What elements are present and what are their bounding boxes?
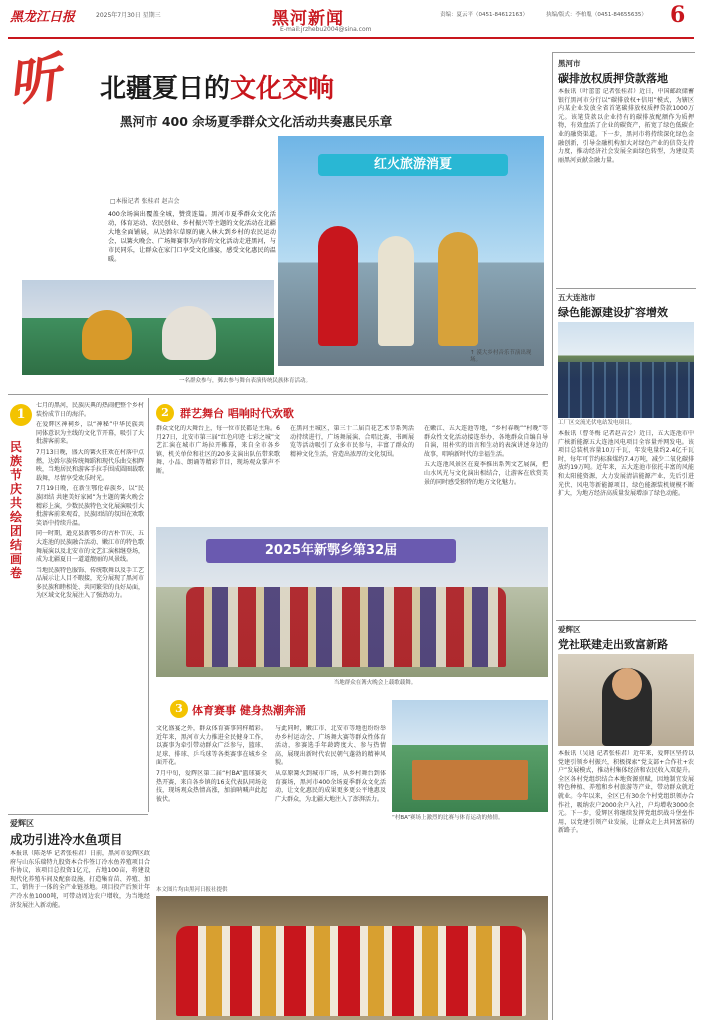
hero-byline: □本报记者 张桂君 赵吉会: [110, 198, 180, 205]
hero-listen-mark: 听: [4, 46, 65, 115]
section3-photo-dancers: [156, 896, 548, 1020]
stage-banner: 红火旅游消夏: [318, 154, 508, 176]
section2-paragraph: 在黑河主城区，第三十二届百花艺术节系列活动持续进行，广场舞展演、合唱比赛、书画展览等活动吸引了众多市民参与，丰富了群众的精神文化生活，营造出浓厚的文化氛围。: [290, 425, 414, 458]
hero-title-highlight: 文化交响: [230, 74, 335, 104]
yoga-figure-1: [82, 310, 132, 360]
right-story2-photo-solar: [558, 322, 694, 418]
bottom-left-text: 本报讯（陈尧华 记者张桂君）日前，黑河市爱辉区政府与山东乐瑞特九股资本合作签订冷水鱼养殖项目合作协议，该项目总投资1亿元，占地100亩，将建设现代化养殖车间及配套设施，打造集育苗、养殖、加工、销售于一体的全产业链基地。项目投产后预计年产冷水鱼1000吨，可带动周边农户增收，为当地经济发展注入新动能。: [10, 850, 150, 909]
section2-paragraph: 群众文化的大舞台上，每一位市民都是主角。6月27日，北安市第三届“红色印迹 七彩之城”文艺汇演在城市广场拉开帷幕，来自全市各乡镇、机关单位和社区的20多支演出队伍带来歌舞、小品、朗诵等精彩节目，现场观众掌声不断。: [156, 425, 280, 475]
section1-paragraph: 7月13日晚，盛大的篝火狂欢在村落中点燃，达斡尔族传统舞蹈和现代乐曲交相辉映，当地居民和游客手拉手围成圆圈载歌载舞，尽情享受欢乐时光。: [36, 448, 144, 482]
hero-photo-stage: [278, 136, 544, 366]
right-story3-label: 爱辉区: [558, 625, 581, 634]
hero-title: [100, 68, 540, 102]
right-story1-title: 碳排放权质押贷款落地: [558, 72, 668, 85]
stage-performer-1: [318, 226, 358, 346]
hero-lead: 400余场演出覆盖全城，赞赏连篇。黑河市夏季群众文化活动，体育运动、农民创业、乡村振兴等主题的文化活动在北疆大地全面铺展，从达斡尔草原的鹿入林大到乡村的农民运动会，以篝火晚会、广场舞赛事为内容的文化活动走进黑河，与市民同乐，让群众在家门口享受文化盛宴，感受文化惠民的温暖。: [108, 211, 276, 263]
bottom-left-label: 爱辉区: [10, 819, 34, 828]
right-story2-title: 绿色能源建设扩容增效: [558, 306, 668, 319]
portrait-face: [612, 668, 642, 700]
section2-photo: [156, 527, 548, 677]
right-story3-photo-portrait: [558, 654, 694, 746]
hero-photo-yoga: [22, 280, 274, 375]
page-number: 6: [670, 2, 686, 28]
right-story2-caption: 工厂区交流光伏电站发电项目。: [558, 420, 636, 426]
section3-photo-basketball: [392, 700, 548, 812]
section1-paragraph: 7月19日晚，在新生鄂伦春族乡，以“民族团结 共建美好家园”为主题的篝火晚会精彩上演，少数民族特色文化展演吸引大批游客前来观看，民族团结的氛围在欢歌笑语中持续升温。: [36, 485, 144, 527]
section2-body: [156, 425, 548, 525]
hero-bottom-rule: [8, 394, 548, 395]
masthead-rule: [8, 37, 694, 39]
right-story2-rule: [556, 288, 696, 289]
right-story2-label: 五大连池市: [558, 293, 596, 302]
right-col-top-rule: [553, 52, 695, 53]
section3-number-badge: 3: [170, 700, 188, 718]
section1-number-badge: 1: [10, 404, 32, 426]
section1-body: [36, 402, 144, 812]
designer-credit: 执编/版式：李柏胤（0451-84655635）: [546, 12, 647, 18]
basketball-court: [412, 760, 528, 800]
yoga-figure-2: [162, 306, 216, 360]
section1-paragraph: 七月的黑河，民族庆典的热闹把整个乡村装扮成节日的海洋。: [36, 402, 144, 418]
section3-paragraph: 7月中旬，爱辉区第二届“村BA”篮球赛火热开赛，来自各乡镇的16支代表队同场竞技，现场观众热情高涨，加油呐喊声此起彼伏。: [156, 769, 267, 803]
section1-paragraph: 在爱辉区神祠乡，以“神秘”中华民族共同体意识为主线的文化节开幕，吸引了大批游客前来。: [36, 421, 144, 446]
section2-photo-caption: 当地群众在篝火晚会上载歌载舞。: [333, 680, 417, 686]
right-story3-text: 本报讯（吴迪 记者张桂君）近年来，爱辉区坚持以党建引领乡村振兴，积极探索“党支部+合作社+农户”发展模式，推动村集体经济和农民收入双提升。全区各村党组织结合本地资源禀赋，因地制宜发展特色种植、养殖和乡村旅游等产业，带动群众就近就业。今年以来，全区已有30余个村党组织领办合作社，吸纳农户2000余户入社，户均增收3000余元。下一步，爱辉区将继续发挥党组织战斗堡垒作用，以党建引领产业发展，让群众走上共同富裕的新路子。: [558, 750, 694, 835]
editor-credit: 责编：夏云平（0451-84612163）: [440, 12, 528, 18]
email-address: E-mail:jrzhebu2004@sina.com: [280, 26, 372, 33]
dancer-group: [186, 587, 506, 667]
dancer-row: [176, 926, 526, 1016]
section1-title: 民族节庆 共绘团结画卷: [10, 440, 23, 580]
hero-title-pre: 北疆夏日的: [100, 74, 231, 104]
masthead: [0, 0, 701, 40]
right-story2-text: 本报讯（曹冬梅 记者赵吉会）近日，五大连池市中广核新能源五大连池风电项目全容量并网发电。该项目总装机容量10万千瓦，年发电量约2.4亿千瓦时，每年可节约标准煤约7.4万吨，减少二氧化碳排放约19万吨。近年来，五大连池市依托丰富的风能和太阳能资源，大力发展清洁能源产业，先后引进光伏、风电等新能源项目，绿色能源装机规模不断扩大，为地方经济高质量发展增添了绿色动能。: [558, 430, 694, 498]
right-story1-label: 黑河市: [558, 59, 581, 68]
section3-photo-caption: “村BA”赛场上激烈的比赛与体育运动的热情。: [392, 815, 504, 821]
section-name: 黑河新闻: [272, 9, 344, 29]
left-col-divider: [148, 398, 149, 812]
right-story3-rule: [556, 620, 696, 621]
section3-paragraph: 与此同时，嫩江市、北安市等地也纷纷举办乡村运动会、广场舞大赛等群众性体育活动，参赛选手年龄跨度大、参与热情高，展现出新时代农民朝气蓬勃的精神风貌。: [275, 725, 386, 767]
solar-panels: [558, 362, 694, 418]
section3-title: 体育赛事 健身热潮奔涌: [192, 704, 306, 717]
photo-banner: 2025年新鄂乡第32届: [206, 539, 456, 563]
section2-paragraph: 五大连池风景区在夏季推出系列文艺展演，把山水风光与文化演出相结合，让游客在欣赏美景的同时感受独特的地方文化魅力。: [424, 461, 548, 486]
section3-paragraph: 从草原篝火到城市广场，从乡村舞台到体育赛场，黑河市400余场夏季群众文化活动，让文化惠民的成果更多更公平地惠及广大群众，为北疆大地注入了澎湃活力。: [275, 769, 386, 803]
stage-performer-2: [378, 236, 414, 346]
section2-number-badge: 2: [156, 404, 174, 422]
right-col-divider: [552, 52, 553, 1020]
section1-paragraph: 当地民族特色服饰、传统歌舞以及手工艺品展示让人目不暇接，充分展现了黑河市多民族和睦相处、共同繁荣的良好局面，为区域文化发展注入了强劲动力。: [36, 566, 144, 600]
newspaper-logo: 黑龙江日报: [10, 10, 76, 25]
section2-title: 群艺舞台 唱响时代欢歌: [180, 407, 294, 420]
hero-subtitle: 黑河市 400 余场夏季群众文化活动共奏惠民乐章: [120, 114, 393, 129]
section3-body: [156, 725, 386, 885]
section1-paragraph: 同一时期，逊克县新鄂乡的古朴节庆、五大连池的民族融合活动、嫩江市的特色歌舞展演以及北安市的文艺汇演相继登场，成为北疆夏日一道道靓丽的风景线。: [36, 530, 144, 564]
bottom-left-rule: [8, 814, 148, 815]
bottom-left-title: 成功引进冷水鱼项目: [10, 832, 123, 847]
stage-photo-caption: ↑ 漠大乡村音乐节演出现场。: [470, 350, 532, 363]
issue-date: 2025年7月30日 星期三: [96, 12, 161, 19]
section3-photo2-caption: 本文图片均由黑河日报社提供: [156, 887, 228, 893]
section2-paragraph: 在嫩江、五大连池等地，“乡村春晚”“村晚”等群众性文化活动接连举办，各地群众自编自导自演，用朴实的语言和生动的表演讲述身边的故事，唱响新时代的幸福生活。: [424, 425, 548, 458]
stage-performer-3: [438, 232, 478, 346]
hero-photo-caption: 一名群众参与，郵去参与舞台表演传统民族体育活动。: [178, 378, 311, 384]
right-story1-text: 本报讯（叶蕾蕾 记者张桂君）近日，中国邮政储蓄银行黑河市分行以“碳排放权+信用”模式，为辖区内某企业发放全省首笔碳排放权质押贷款1000万元。该笔贷款以企业持有的碳排放配额作为质押物，有效盘活了企业的碳资产，拓宽了绿色低碳企业的融资渠道。下一步，黑河市将持续深化绿色金融创新，引导金融机构加大对绿色产业的信贷支持力度，推动经济社会发展全面绿色转型，为建设美丽黑河贡献金融力量。: [558, 88, 694, 164]
right-story3-title: 党社联建走出致富新路: [558, 638, 668, 651]
section3-paragraph: 文化盛宴之外，群众体育赛事同样精彩。近年来，黑河市大力推进全民健身工作，以赛事为牵引带动群众广泛参与，篮球、足球、排球、乒乓球等各类赛事在城乡全面开花。: [156, 725, 267, 767]
